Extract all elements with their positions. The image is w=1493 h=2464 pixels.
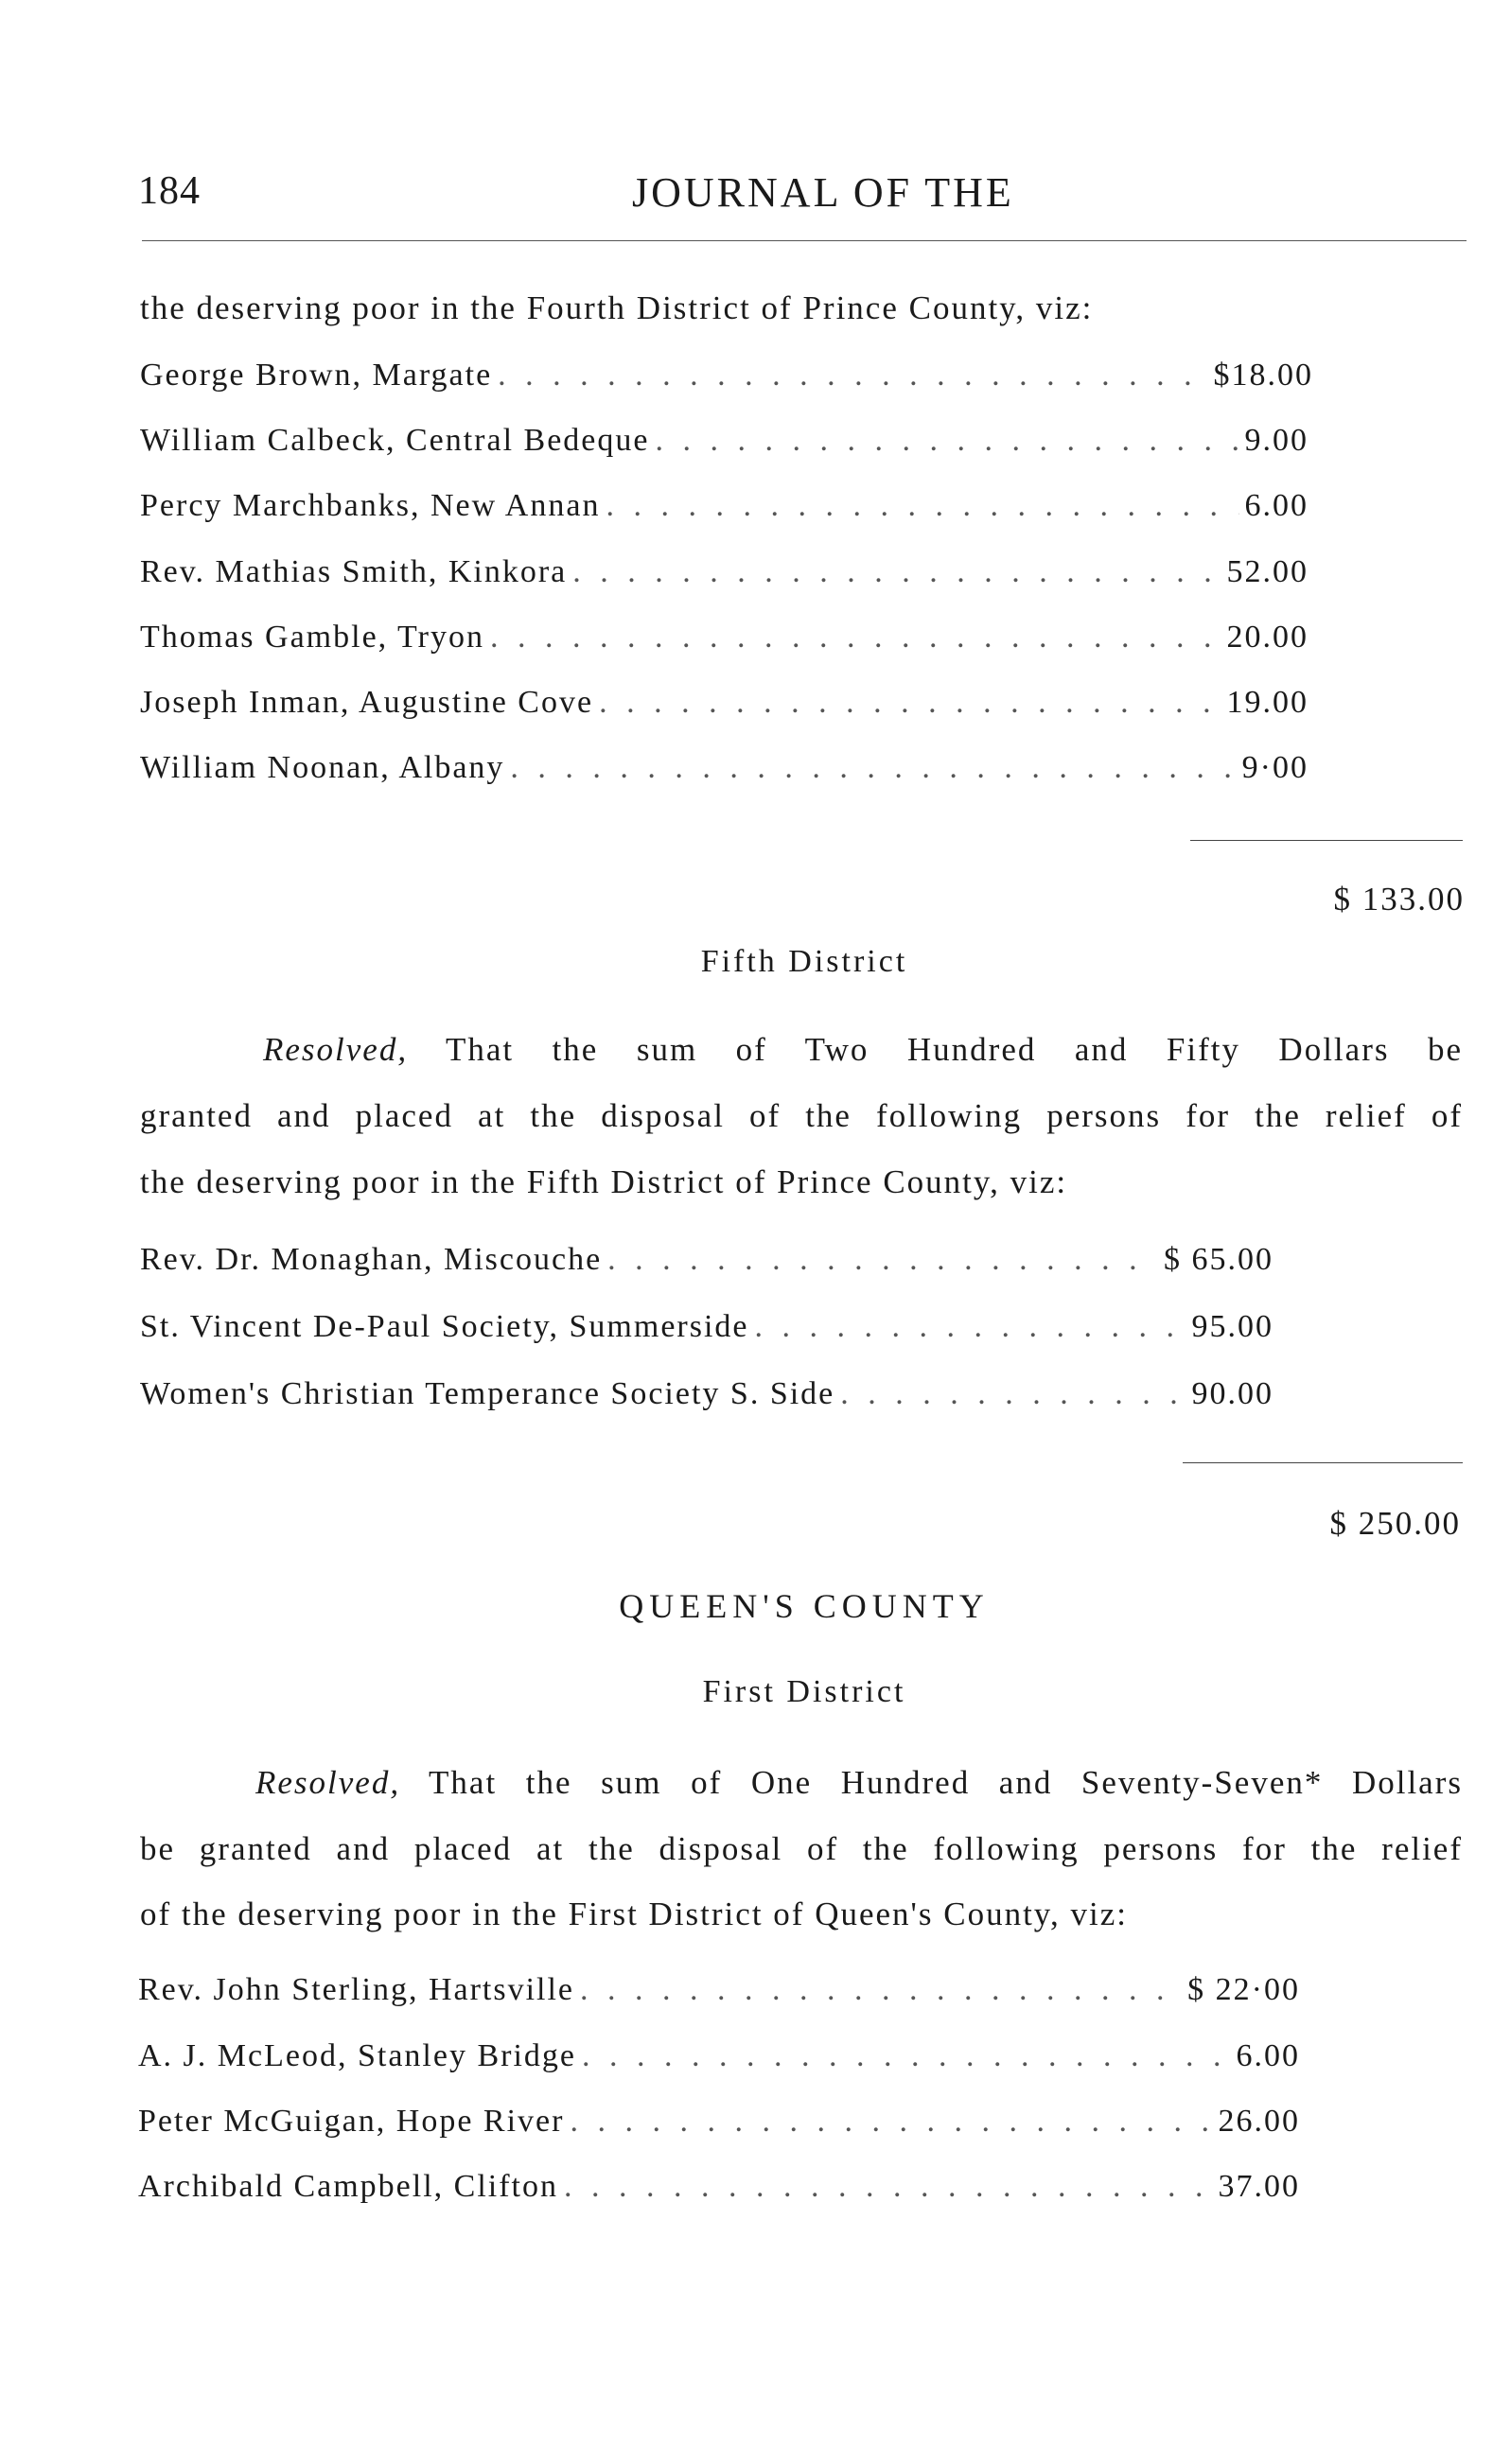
- list-item: [140, 685, 1309, 726]
- queens-county-heading: QUEEN'S COUNTY: [619, 1587, 990, 1625]
- entry-name: St. Vincent De-Paul Society, Summerside: [140, 1309, 749, 1344]
- leader-dots: [490, 620, 1221, 655]
- entry-name: Women's Christian Temperance Society S. Side: [140, 1376, 835, 1411]
- entry-amount: 52.00: [1226, 554, 1309, 589]
- resolved-word: Resolved,: [255, 1764, 401, 1801]
- entry-amount: 19.00: [1226, 685, 1309, 720]
- entry-amount: 20.00: [1226, 620, 1309, 655]
- leader-dots: [755, 1309, 1186, 1345]
- list-item: [140, 1242, 1273, 1284]
- leader-dots: [510, 750, 1236, 786]
- list-item: [140, 423, 1309, 464]
- fifth-district-resolution-line-3: the deserving poor in the Fifth District of Prince County, viz:: [140, 1163, 1068, 1200]
- entry-amount: 6.00: [1236, 2038, 1300, 2073]
- entry-amount: 6.00: [1244, 488, 1309, 523]
- fifth-district-resolution-line-2: granted and placed at the disposal of the following persons for the relief of: [140, 1097, 1463, 1134]
- fourth-district-total: $ 133.00: [1333, 881, 1465, 917]
- resolution-text: That the sum of Two Hundred and Fifty Dollars be: [445, 1031, 1463, 1068]
- entry-amount: $ 65.00: [1164, 1242, 1273, 1277]
- running-title: JOURNAL OF THE: [632, 169, 1014, 216]
- entry-amount: 26.00: [1218, 2104, 1300, 2139]
- list-item: [138, 2169, 1300, 2211]
- entry-amount: 9.00: [1244, 423, 1309, 458]
- entry-amount: 37.00: [1218, 2169, 1300, 2204]
- entry-name: William Noonan, Albany: [140, 750, 505, 785]
- resolution-text: That the sum of One Hundred and Seventy-Seven* Dollars: [429, 1764, 1463, 1801]
- leader-dots: [570, 2104, 1212, 2140]
- entry-name: Archibald Campbell, Clifton: [138, 2169, 558, 2204]
- entry-name: Joseph Inman, Augustine Cove: [140, 685, 594, 720]
- list-item: [140, 1376, 1273, 1418]
- first-district-resolution-line-1: [140, 1764, 1463, 1802]
- leader-dots: [498, 358, 1207, 393]
- entry-amount: $18.00: [1213, 358, 1313, 393]
- list-item: [138, 2038, 1300, 2080]
- leader-dots: [840, 1376, 1186, 1412]
- list-item: [140, 554, 1309, 596]
- leader-dots: [580, 1972, 1182, 2008]
- entry-amount: $ 22·00: [1187, 1972, 1300, 2007]
- entry-name: A. J. McLeod, Stanley Bridge: [138, 2038, 576, 2073]
- first-district-heading: First District: [702, 1674, 906, 1709]
- leader-dots: [655, 423, 1238, 459]
- fifth-district-total: $ 250.00: [1329, 1505, 1461, 1542]
- leader-dots: [572, 554, 1221, 590]
- entry-name: Thomas Gamble, Tryon: [140, 620, 484, 655]
- leader-dots: [606, 488, 1238, 524]
- entry-name: George Brown, Margate: [140, 358, 493, 393]
- leader-dots: [564, 2169, 1213, 2205]
- total-rule: [1183, 1462, 1463, 1463]
- entry-name: Rev. John Sterling, Hartsville: [138, 1972, 575, 2007]
- leader-dots: [582, 2038, 1231, 2074]
- entry-name: Rev. Dr. Monaghan, Miscouche: [140, 1242, 603, 1277]
- resolved-word: Resolved,: [263, 1031, 409, 1068]
- list-item: [140, 488, 1309, 530]
- fifth-district-resolution-line-1: [140, 1031, 1463, 1069]
- entry-amount: 95.00: [1191, 1309, 1273, 1344]
- entry-amount: 90.00: [1191, 1376, 1273, 1411]
- entry-name: Rev. Mathias Smith, Kinkora: [140, 554, 568, 589]
- header-rule: [142, 240, 1467, 241]
- entry-name: Percy Marchbanks, New Annan: [140, 488, 601, 523]
- entry-amount: 9·00: [1241, 750, 1309, 785]
- leader-dots: [607, 1242, 1158, 1278]
- page-number: 184: [138, 169, 201, 213]
- list-item: [140, 358, 1313, 399]
- leader-dots: [599, 685, 1221, 721]
- list-item: [140, 750, 1309, 792]
- total-rule: [1190, 840, 1463, 841]
- list-item: [140, 1309, 1273, 1351]
- list-item: [138, 1972, 1300, 2014]
- list-item: [140, 620, 1309, 661]
- entry-name: William Calbeck, Central Bedeque: [140, 423, 650, 458]
- first-district-resolution-line-3: of the deserving poor in the First District of Queen's County, viz:: [140, 1896, 1128, 1932]
- fourth-district-intro-tail: the deserving poor in the Fourth District of Prince County, viz:: [140, 289, 1094, 326]
- list-item: [138, 2104, 1300, 2145]
- entry-name: Peter McGuigan, Hope River: [138, 2104, 565, 2139]
- fifth-district-heading: Fifth District: [700, 944, 908, 979]
- first-district-resolution-line-2: be granted and placed at the disposal of the following persons for the relief: [140, 1830, 1463, 1867]
